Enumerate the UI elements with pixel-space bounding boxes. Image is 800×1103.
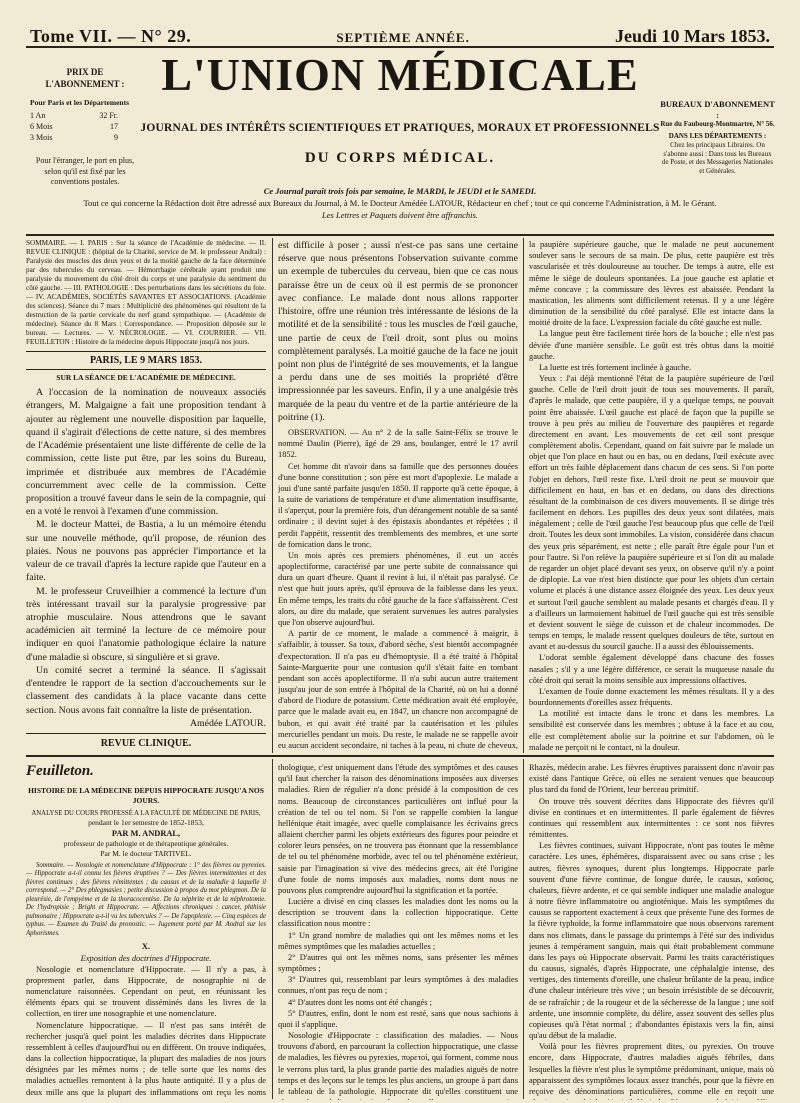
paragraph: Nosologie et nomenclature d'Hippocrate. — Il n'y a pas, à proprement parler, dans Hippocrate, de nosographie ni de nomenclature raisonnées. Cependant on peut, en réunissant les éléments épars qui se trouvent disséminés dans les livres de la collection, en tirer une nosographie et une nomenclature. (26, 964, 266, 1019)
header-rule (26, 46, 774, 48)
column-divider (523, 238, 524, 753)
column-1 (26, 239, 266, 753)
paragraph: Lucière a divisé en cinq classes les maladies dont les noms ou la description se trouvent dans la collection hippocratique. Cette classification nous montre : (278, 897, 518, 929)
feuilleton-label: Feuilleton. (26, 763, 94, 779)
publication-notice: Ce Journal paraît trois fois par semaine, le MARDI, le JEUDI et le SAMEDI. Tout ce qui concerne la Rédaction doit être adressé aux Bureaux du Journal, à M. le Docteur Amédée LATOUR, Rédacteur en chef ; tout ce qui concerne l'Administration, à M. le Gérant. Les Lettres et Paquets doivent être affranchis. (83, 186, 717, 220)
column-divider (523, 759, 524, 1099)
subscription-subheading: Pour Paris et les Départements (30, 98, 130, 108)
revue-heading: REVUE CLINIQUE. (100, 737, 192, 749)
paragraph: La langue peut être facilement tirée hors de la bouche ; elle n'est pas déviée d'une manière sensible. Le goût est très obtus dans la moitié gauche. (529, 329, 774, 361)
feuilleton-column-3 (529, 762, 774, 1100)
bureaux-dept: Chez les principaux Libraires. On s'abonne aussi : Dans tous les Bureaux de Poste, et des Messageries Nationales et Générales. (661, 140, 774, 175)
issue-date: Jeudi 10 Mars 1853. (614, 26, 770, 46)
paragraph: M. le professeur Cruveilhier a commencé la lecture d'un très intéressant travail sur la paralysie progressive par atrophie musculaire. Nous attendrons que le savant académicien ait terminé la lecture de ce mémoire pour indiquer en quoi l'anatomie pathologique éclaire la nature d'une maladie si obscure, si singulière et si grave. (26, 585, 266, 663)
subscription-row: 1 An 32 Fr. (30, 111, 118, 121)
author-role: professeur de pathologie et de thérapeutique générales. (63, 839, 229, 849)
course-line: ANALYSE DU COURS PROFESSÉ A LA FACULTÉ DE MÉDECINE DE PARIS, (31, 809, 261, 817)
paragraph: Nosologie d'Hippocrate : classification des maladies. — Nous trouvons d'abord, en parcourant la collection hippocratique, une classe de maladies, les fièvres ou pyrexies, πυρετοί, qui forment, comme nous le verrons plus tard, la plus grande partie des maladies aiguës de notre temps et des leçons sur le temps les plus anciens, un groupe à part dans le tableau de la pathologie. Hippocrate dit qu'elles constituent une (278, 1031, 518, 1096)
paragraph: 3° D'autres qui, ressemblant par leurs symptômes à des maladies connues, n'ont pas reçu de nom ; (278, 975, 518, 996)
paragraph: 4° D'autres dont les noms ont été changés ; (288, 997, 432, 1007)
paragraph: M. le docteur Mattei, de Bastia, a lu un mémoire étendu sur une nouvelle méthode, qu'il propose, de réunion des plaies. Nous ne pouvons pas apprécier l'importance et la valeur de ce travail d'après la lecture rapide que l'auteur en a faite. (26, 519, 266, 584)
paragraph: thologique, c'est uniquement dans l'étude des symptômes et des causes qu'il faut chercher la raison des dénominations imposées aux diverses maladies. Rien de régulier n'a donc présidé à la composition de ces noms. Beaucoup de circonstances particulières ont influé pour la création de tel ou tel nom. Si l'on se rappelle combien la langue hellénique était imagée, avec quelle complaisance les écrivains grecs allaient chercher parmi les objets extérieurs des figures pour peindre et colorer leurs pensées, on ne trouvera pas étonnant que la ressemblance de tel ou tel phénomène morbide, avec tel ou tel phénomène extérieur, saisie par l'imagination si vive des médecins grecs, ait été l'origine d'une foule de noms imposés aux maladies, noms dont nous ne pouvons plus comprendre aujourd'hui la signification et la portée. (278, 763, 518, 895)
paragraph: Rhazès, médecin arabe. Les fièvres éruptives paraissent donc n'avoir pas existé dans l'antique Grèce, où elles ne seraient venues que beaucoup plus tard du fond de l'Orient, leur berceau primitif. (529, 763, 774, 795)
section-numeral: X. (141, 942, 151, 952)
column-3 (529, 239, 774, 753)
subscription-box (30, 66, 140, 188)
signature: Amédée LATOUR. (189, 717, 266, 729)
paragraph: La motilité est intacte dans le tronc et dans les membres. La sensibilité est conservée dans les membres ; obtuse à la face et au cou, elle est complètement abolie sur la poitrine et sur l'abdomen, où le malade ne perçoit ni le contact, ni la douleur. (529, 709, 774, 752)
subscription-foreign: Pour l'étranger, le port en plus, selon qu'il est fixé par les conventions postales. (35, 155, 135, 187)
paragraph: 1° Un grand nombre de maladies qui ont les mêmes noms et les mêmes symptômes que les maladies actuelles ; (278, 930, 518, 951)
paragraph: La luette est très fortement inclinée à gauche. (539, 362, 692, 372)
paragraph: On trouve très souvent décrites dans Hippocrate des fièvres qu'il divise en continues et en intermittentes. Il parle également de fièvres continues qui ressemblent aux intermittentes : ce sont nos fièvres rémittentes. (529, 796, 774, 840)
period-line: pendant le 1er semestre de 1852-1853, (88, 817, 204, 827)
feuilleton-title: HISTOIRE DE LA MÉDECINE DEPUIS HIPPOCRATE JUSQU'A NOS JOURS. (28, 785, 264, 805)
dateline: PARIS, LE 9 MARS 1853. (89, 355, 203, 366)
feuilleton-column-2 (278, 762, 518, 1100)
paragraph: OBSERVATION. — Au n° 2 de la salle Saint-Félix se trouve le nommé Daulin (Pierre), âgé de 29 ans, boulanger, entré le 17 avril 1852. (278, 428, 518, 460)
column-divider (272, 238, 273, 753)
feuilleton-sommaire: Sommaire. — Nosologie et nomenclature d'Hippocrate : 1° des fièvres ou pyrexies. — Hippocrate a-t-il connu les fièvres éruptives ? — Des fièvres intermittentes et des fièvres continues ; des fièvres rémittentes ; du causus et de la maladie à laquelle il correspond. — 2° Des phlegmasies ; petite discussion à propos du mot phlegmon. De la pleurésie, de l'empyème et de la thoracocentèse. De la néphrite et de la néphrotomie. De l'hydropisie ; Bright et Hippocrate. — Affections chroniques : cancer, phthisie pulmonaire ; Hippocrate a-t-il vu les tubercules ? — De l'apoplexie. — Cinq espèces de typhus. — Examen du Traité du pronostic. — Jugement porté par M. Andral sur les Aphorismes. (26, 861, 266, 937)
feuilleton-column-1 (26, 762, 266, 1100)
paragraph: la paupière supérieure gauche, que le malade ne peut aucunement soulever sans le secours de sa main. De plus, cette paupière est très vascularisée et très douloureuse au toucher. De temps à autre, elle est même le siège de douleurs spontanées. La joue gauche est aplatie et même concave ; la commissure des lèvres est abaissée. Pendant la mastication, les aliments sont difficilement retenus. Il y a une légère diminution de la sensibilité du côté paralysé. Elle est intacte dans la moitié droite de la face. L'expression faciale du côté gauche est nulle. (529, 240, 774, 328)
paragraph: 5° D'autres, enfin, dont le nom est resté, sans que nous sachions à quoi il s'applique. (278, 1008, 518, 1029)
bureaux-address: Rue du Faubourg-Montmartre, N° 56. (660, 120, 775, 129)
paragraph: 2° D'autres qui ont les mêmes noms, sans présenter les mêmes symptômes ; (278, 952, 518, 974)
masthead-title: L'UNION MÉDICALE (161, 49, 639, 100)
bureaux-dept-heading: DANS LES DÉPARTEMENTS : (668, 132, 767, 140)
bureaux-heading: BUREAUX D'ABONNEMENT : (660, 99, 775, 120)
column-2 (278, 239, 518, 753)
feuilleton-rule (26, 755, 774, 757)
paragraph: Un mois après ces premiers phénomènes, il eut un accès apoplectiforme, caractérisé par une perte subite de connaissance qui dura un quart d'heure. Quant il revint à lui, il n'était pas paralysé. Ce n'est que huit jours après, qu'il éprouva de la faiblesse dans les yeux. En même temps, les traits du côté gauche de la face s'affaissèrent. C'est alors, au dire du malade, que seraient survenues les autres paralysies que l'on observe aujourd'hui. (278, 550, 518, 627)
subscription-heading: PRIX DE L'ABONNEMENT : (45, 67, 125, 90)
notice-rule (26, 234, 774, 236)
masthead-subtitle: JOURNAL DES INTÉRÊTS SCIENTIFIQUES ET PRATIQUES, MORAUX ET PROFESSIONNELS (140, 122, 660, 134)
paragraph: A partir de ce moment, le malade a commencé à maigrir, à s'affaiblir, à tousser. Sa toux, d'abord sèche, s'est bientôt accompagnée d'expectoration. Il n'a pas eu d'hémoptysie. Il a été traité à l'hôpital Sainte-Marguerite pour une contusion qu'il s'était faite en tombant pendant son accès apoplectiforme. Il n'a subi aucun autre traitement jusqu'au jour de son entrée à l'hôpital de la Charité, où on lui a donné d'abord de l'iodure de potassium. Cette médication avait été employée, parce que le malade avait eu, en 1847, un chancre non accompagné de bubon, et qui avait été traité par la cautérisation et les pilules mercurielles pendant un mois. Du reste, le malade ne se rappelle avoir eu aucun accident secondaire, ni taches à la peau, ni chute de cheveux, (278, 629, 518, 750)
section-heading: SUR LA SÉANCE DE L'ACADÉMIE DE MÉDECINE. (56, 373, 236, 383)
paragraph: est difficile à poser ; aussi n'est-ce pas sans une certaine réserve que nous présentons l'observation suivante comme un exemple de tubercules du cerveau, bien que ce cas nous paraisse être un de ceux où il est permis de se prononcer avec confiance. Le malade dont nous allons rapporter l'histoire, offre une réunion très intéressante de lésions de la motilité et de la sensibilité : tous les muscles de l'œil gauche, une partie de ceux de l'œil droit, sont plus ou moins complètement paralysés. La moitié gauche de la face ne jouit point non plus de l'intégrité de ses mouvements, et la langue a perdu dans une de ses moitiés la propriété d'être impressionnée par les saveurs. Enfin, il y a une analgésie très marquée de la peau du ventre et de la partie antérieure de la poitrine (1). (278, 240, 518, 423)
tome-number: Tome VII. — N° 29. (30, 26, 192, 46)
subscription-row: 3 Mois 9 (30, 133, 118, 142)
paragraph: Un comité secret a terminé la séance. Il s'agissait d'entendre le rapport de la section d'accouchements sur le classement des candidats à la place vacante dans cette section. Nous avons fait connaître la liste de présentation. (26, 664, 266, 716)
paragraph: Yeux : J'ai déjà mentionné l'état de la paupière supérieure de l'œil gauche. Celle de l'œil droit jouit de tous ses mouvements. Il paraît, d'après le malade, que cette paupière, il y a quelque temps, ne pouvait point être abaissée. L'œil gauche est placé de façon que la pupille se trouve à peu près au milieu de l'ouverture des paupières et regarde directement en avant. Les mouvements de cet œil sont presque complètement abolis. Cependant, quand on fait suivre par le malade un objet que l'on place en haut ou en bas, ou en dedans, l'œil exécute avec effort un très faible déplacement dans chacun de ces sens. Si l'on porte l'objet en dehors, l'œil reste fixe. L'œil droit ne peut se mouvoir que difficilement en haut, en bas et en dedans, ou dans des directions résultant de la combinaison de ces divers mouvements. Il se dirige très facilement en dehors. Les pupilles des deux yeux sont dilatées, mais inégalement ; celle de l'œil gauche l'est beaucoup plus que celle de l'œil droit. Toutes les deux sont immobiles. La vision, considérée dans chacun des yeux pris séparément, est nette ; elle paraît être égale pour l'un et pour l'autre. Si l'on relève la paupière supérieure et si l'on dit au malade de regarder un objet placé devant ses yeux, on observe qu'il n'y a point de diplopie. La vue n'est bien distincte que pour les objets d'un certain volume et placés à une distance assez éloignée des yeux. Les deux yeux et surtout l'œil gauche semblent au malade pesants et chargés d'eau. Il y a d'ailleurs un larmoiement habituel de l'œil gauche qui est très sensible et devient souvent le siège de cuisson et de chaleur incommodes. De temps en temps, le malade ressent quelques douleurs de tête, surtout en avant et au-dessus du sourcil gauche. Il a aussi des éblouissements. (529, 374, 774, 652)
subscription-row: 6 Mois 17 (30, 122, 118, 132)
paragraph: Voilà pour les fièvres proprement dites, ou pyrexies. On trouve encore, dans Hippocrate, d'autres maladies aiguës fébriles, dans lesquelles la fièvre n'est plus le symptôme prédominant, unique, mais où apparaissent des symptômes locaux assez tranchés, pour que la fièvre en reçoive des dénominations particulières, comme elle en reçoit une (529, 1042, 774, 1096)
by-line: Par M. le docteur TARTIVEL. (100, 849, 192, 859)
paragraph: Les fièvres continues, suivant Hippocrate, n'ont pas toutes le même caractère. Les unes, éphémères, disparaissent avec ou sans crise ; les autres, fièvres synoques, durent plus longtemps. Hippocrate parle souvent d'une fièvre continue, de longue durée, le causus, καῦσος, chaleurs, fièvre ardente, et ce qui semble indiquer une maladie analogue à notre fièvre inflammatoire ou angioténique. Mais les symptômes du causus se rapportent exactement à ceux que présente l'une des formes de la fièvre typhoïde, la forme inflammatoire que nous observons rarement dans nos climats, dans le passage du printemps à l'été sur des individus jeunes à tempérament sanguin, mais qui était probablement commune dans les pays où Hippocrate observait. Parmi les traits caractéristiques du causus, signalés, d'après Hippocrate, une céphalalgie intense, des vertiges, des tintements d'oreille, une chaleur brûlante de la peau, indice d'une chaleur intérieure très vive ; un besoin irrésistible de se découvrir, de se rafraîchir ; de la rougeur et de la sécheresse de la langue ; une soif ardente, une insomnie complète, du délire, assez souvent des selles plus copieuses qu'à l'état normal ; d'abondantes épistaxis vers la fin, ainsi qu'au début de la maladie. (529, 841, 774, 1041)
paragraph: Cet homme dit n'avoir dans sa famille que des personnes douées d'une bonne constitution ; son père est mort d'apoplexie. Le malade a joui d'une santé parfaite jusqu'en 1850. Il rapporte qu'à cette époque, à la suite de variations de température et d'une alimentation insuffisante, il s'aperçut, pour la première fois, d'un dérangement notable de sa santé ordinaire ; il devint sujet à des épistaxis abondantes et répétées ; il perdit l'appétit, ressentit des tremblements des membres, et une sorte de fornication dans le tronc. (278, 461, 518, 549)
author-line: PAR M. ANDRAL, (111, 828, 181, 838)
paragraph: Nomenclature hippocratique. — Il n'est pas sans intérêt de rechercher jusqu'à quel point les maladies décrites dans Hippocrate ressemblent à celles d'aujourd'hui ou en diffèrent. On trouve indiquées, dans la collection hippocratique, la plupart des maladies de nos jours désignées par les mêmes noms ; de telle sorte que les noms des maladies actuelles remontent à la plus haute antiquité. Il y a plus de deux mille ans que la plupart des inflammations ont reçu les noms (26, 1020, 266, 1097)
paragraph: L'odorat semble également développé dans chacune des fosses nasales ; s'il y a une légère différence, ce serait la muqueuse nasale du côté droit qui serait la moins sensible aux impressions olfactives. (529, 653, 774, 685)
paragraph: L'examen de l'ouïe donne exactement les mêmes résultats. Il y a des bourdonnements d'oreilles assez fréquents. (529, 686, 774, 708)
paragraph: A l'occasion de la nomination de nouveaux associés étrangers, M. Malgaigne a fait une proposition tendant à ajouter au règlement une nouvelle disposition par laquelle, quand il s'agirait d'élections de cette nature, si des membres de l'Académie présentaient une liste différente de celle de la commission, cette liste put être, par les soins du Bureau, imprimée et distribuée aux membres de l'Académie concurremment avec celle de la commission. Cette proposition a trouvé faveur dans le sein de la compagnie, qui en a voté le renvoi à l'examen d'une commission. (26, 387, 266, 518)
expo-heading: Exposition des doctrines d'Hippocrate. (80, 953, 212, 963)
issue-line (30, 26, 770, 47)
bureaux-box (660, 99, 775, 176)
column-divider (272, 759, 273, 1099)
masthead-subtitle-2: DU CORPS MÉDICAL. (304, 150, 496, 166)
year-label: SEPTIÈME ANNÉE. (336, 30, 470, 45)
sommaire: SOMMAIRE. — I. PARIS : Sur la séance de l'Académie de médecine. — II. REVUE CLINIQUE : (hôpital de la Charité, service de M. le professeur Andral) : Paralysie des muscles des deux yeux et de la moitié gauche de la face déterminée par des tubercules du cerveau. — Hémorrhagie cérébrale ayant produit une paralysie du mouvement du côté droit du corps et une paralysie du sentiment du côté gauche. — III. PATHOLOGIE : Des perturbations dans les sécrétions du foie. — IV. ACADÉMIES, SOCIÉTÉS SAVANTES ET ASSOCIATIONS. (Académie des sciences). Séance du 7 mars : Multiplicité des phénomènes qui résultent de la destruction de la partie cervicale du nerf grand sympathique. — (Académie de médecine). Séance du 8 Mars : Correspondance. — Proposition déposée sur le bureau. — Lectures. — V. NÉCROLOGIE. — VI. COURRIER. — VII. FEUILLETON : Histoire de la médecine depuis Hippocrate jusqu'à nos jours. (26, 239, 266, 346)
